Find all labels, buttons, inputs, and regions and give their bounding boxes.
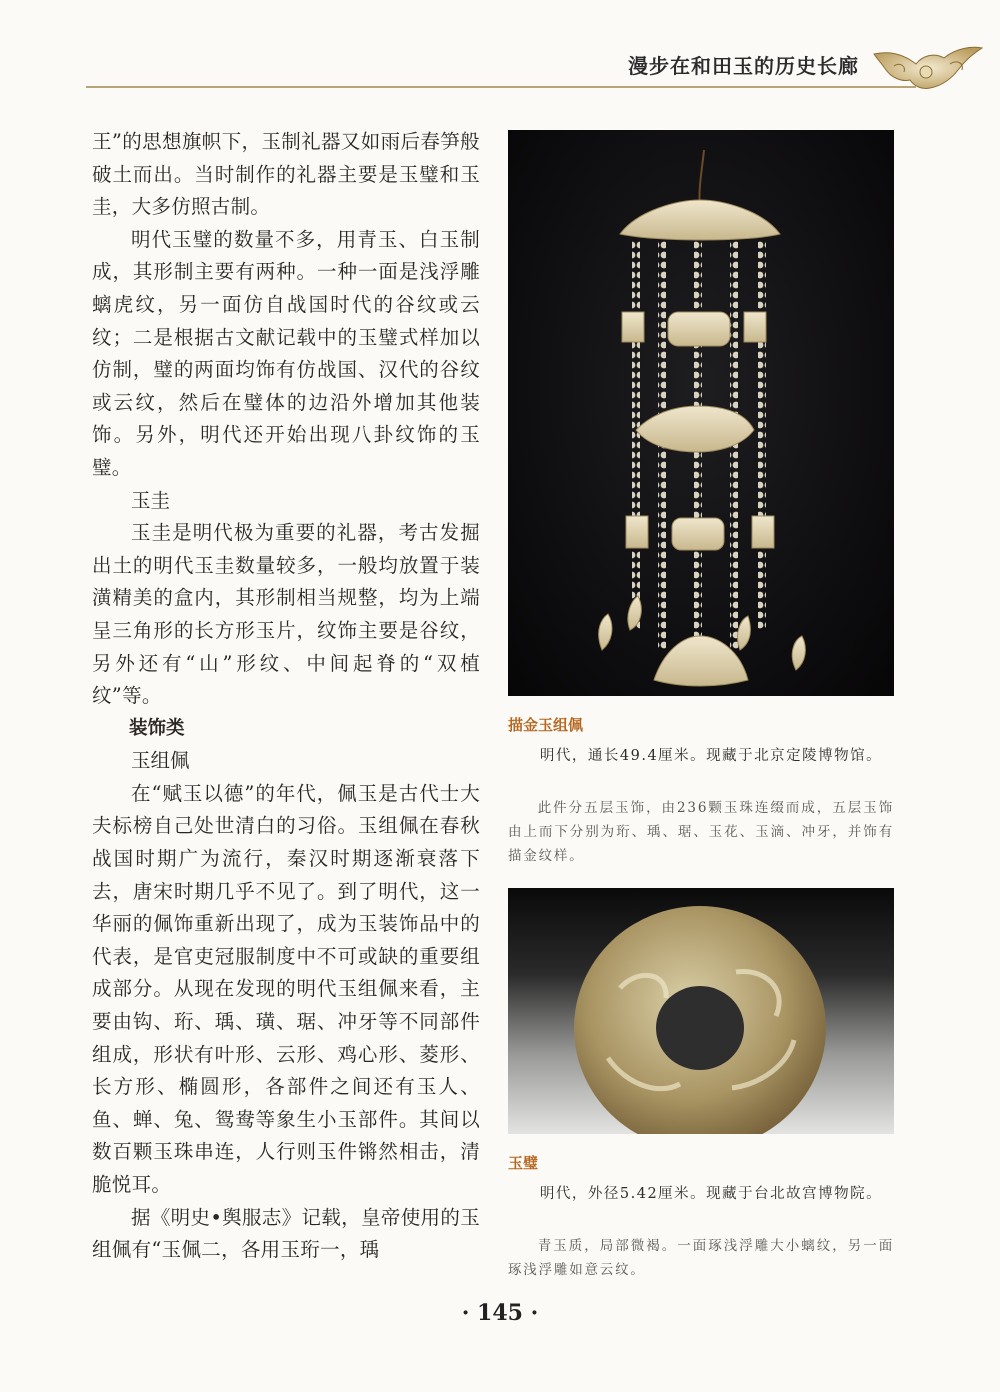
figure-2-title: 玉璧 bbox=[508, 1154, 539, 1172]
cloud-ornament-icon bbox=[872, 44, 984, 92]
paragraph-5: 据《明史•舆服志》记载，皇帝使用的玉组佩有“玉佩二，各用玉珩一，瑀 bbox=[92, 1205, 480, 1262]
left-text-column bbox=[92, 126, 480, 1267]
header-rule bbox=[86, 86, 916, 88]
figure-1-caption: 明代，通长49.4厘米。现藏于北京定陵博物馆。 bbox=[539, 748, 883, 764]
subheading-yuzupei: 玉组佩 bbox=[131, 749, 190, 773]
page-number: · 145 · bbox=[461, 1300, 539, 1326]
jade-pendant-photo bbox=[508, 130, 894, 696]
figure-1-description: 此件分五层玉饰，由236颗玉珠连缀而成，五层玉饰由上而下分别为珩、瑀、琚、玉花、玉滴、冲牙，并饰有描金纹样。 bbox=[508, 800, 894, 864]
jade-bi-photo bbox=[508, 888, 894, 1134]
jade-bi-illustration bbox=[508, 888, 894, 1134]
figure-2-caption: 明代，外径5.42厘米。现藏于台北故宫博物院。 bbox=[539, 1186, 883, 1202]
section-heading-decoration: 装饰类 bbox=[129, 717, 185, 739]
paragraph-1: 王”的思想旗帜下，玉制礼器又如雨后春笋般破土而出。当时制作的礼器主要是玉璧和玉圭，大多仿照古制。 bbox=[92, 130, 480, 219]
jade-pendant-illustration bbox=[508, 130, 894, 696]
figure-1-title: 描金玉组佩 bbox=[508, 716, 584, 734]
running-header-title: 漫步在和田玉的历史长廊 bbox=[628, 54, 859, 78]
subheading-yugui: 玉圭 bbox=[131, 488, 171, 512]
paragraph-2: 明代玉璧的数量不多，用青玉、白玉制成，其形制主要有两种。一种一面是浅浮雕螭虎纹，另一面仿自战国时代的谷纹或云纹；二是根据古文献记载中的玉璧式样加以仿制，璧的两面均饰有仿战国、汉代的谷纹或云纹，然后在璧体的边沿外增加其他装饰。另外，明代还开始出现八卦纹饰的玉璧。 bbox=[92, 227, 480, 479]
paragraph-4: 在“赋玉以德”的年代，佩玉是古代士大夫标榜自己处世清白的习俗。玉组佩在春秋战国时期广为流行，秦汉时期逐渐衰落下去，唐宋时期几乎不见了。到了明代，这一华丽的佩饰重新出现了，成为玉装饰品中的代表，是官吏冠服制度中不可或缺的重要组成部分。从现在发现的明代玉组佩来看，主要由钩、珩、瑀、璜、琚、冲牙等不同部件组成，形状有叶形、云形、鸡心形、菱形、长方形、椭圆形，各部件之间还有玉人、鱼、蝉、兔、鸳鸯等象生小玉部件。其间以数百颗玉珠串连，人行则玉件锵然相击，清脆悦耳。 bbox=[92, 781, 480, 1196]
paragraph-3: 玉圭是明代极为重要的礼器，考古发掘出土的明代玉圭数量较多，一般均放置于装潢精美的盒内，其形制相当规整，均为上端呈三角形的长方形玉片，纹饰主要是谷纹，另外还有“山”形纹、中间起脊的“双植纹”等。 bbox=[92, 521, 480, 708]
figure-2-description: 青玉质，局部微褐。一面琢浅浮雕大小螭纹，另一面琢浅浮雕如意云纹。 bbox=[508, 1238, 894, 1278]
